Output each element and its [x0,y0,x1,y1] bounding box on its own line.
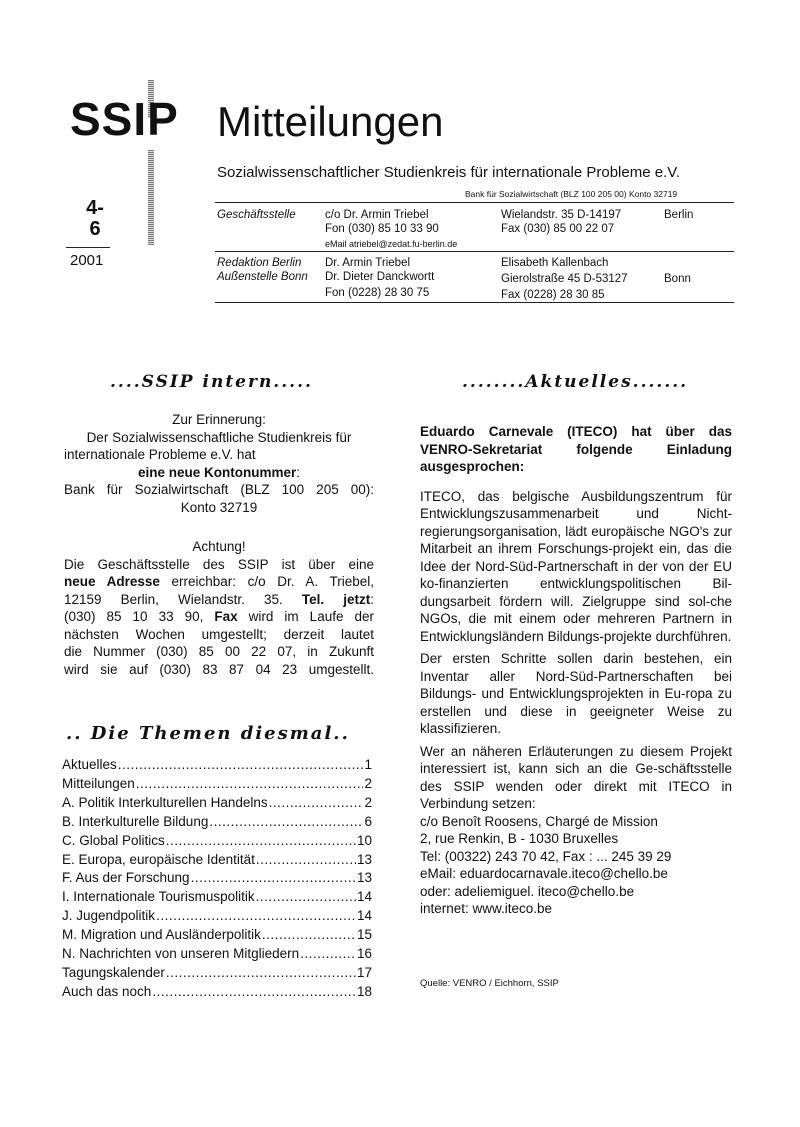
toc-row [62,756,372,775]
reminder-colon: : [296,464,301,480]
reminder-line-2: internationale Probleme e.V. hat [64,447,256,462]
issue-year: 2001 [70,252,104,269]
toc-page-number: 2 [364,775,372,791]
editorial-street: Gierolstraße 45 D-53127 [501,273,628,285]
toc-page-number: 10 [356,832,372,848]
editorial-name-1: Dr. Armin Triebel [325,257,410,269]
toc-page-number: 2 [364,794,372,810]
toc-row [62,832,372,851]
attention-text-4b: wird im Laufe der [237,609,374,624]
attention-bold-tel: Tel. jetzt [301,591,371,607]
toc-leader [256,888,356,907]
office-label: Geschäftsstelle [217,209,296,221]
toc-page-number: 6 [364,813,372,829]
toc-leader [156,907,356,926]
masthead-ssip: SSIP [70,93,179,145]
toc-leader [269,794,364,813]
header-rule-2 [215,251,734,252]
toc-page-number: 14 [356,908,372,924]
toc-leader [209,813,363,832]
issue-number [82,198,108,240]
toc-row [62,813,372,832]
attention-line-4 [64,608,374,626]
masthead-subtitle: Sozialwissenschaftlicher Studienkreis für internationale Probleme e.V. [217,164,681,181]
toc-page-number: 18 [356,983,372,999]
toc-label: M. Migration und Ausländerpolitik [62,927,261,943]
aktuelles-paragraph-2: Der ersten Schritte sollen darin bestehen, ein Inventar aller Nord-Süd-Partnerschaften bei Bildungs- und Entwicklungsprojekten in Eu-ropa zu erstellen und diese in geeigneter Weise zu klassifizieren. [420,651,732,736]
toc-label: Aktuelles [62,757,117,772]
attention-line-1: Die Geschäftsstelle des SSIP ist über eine [64,556,374,572]
toc-page-number: 14 [356,889,372,905]
editorial-name-2: Dr. Dieter Danckwortt [325,271,435,283]
toc-label: E. Europa, europäische Identität [62,851,255,867]
office-city: Berlin [664,209,694,221]
toc-row [62,888,372,907]
office-fax: Fax (030) 85 00 22 07 [501,223,615,235]
editorial-fax: Fax (0228) 28 30 85 [501,289,605,301]
toc-row [62,945,372,964]
toc-page-number: 13 [356,870,372,886]
toc-leader [300,945,356,964]
header-rule-1 [215,202,734,203]
toc-leader [118,756,364,775]
aktuelles-body [420,423,732,918]
reminder-line-4: Bank für Sozialwirtschaft (BLZ 100 205 00): [64,482,374,497]
issue-bottom: 6 [89,218,101,240]
attention-block [64,538,374,678]
editorial-label-bonn: Außenstelle Bonn [217,271,308,283]
toc-leader [166,832,356,851]
contact-email[interactable]: eMail: eduardocarnavale.iteco@chello.be [420,866,668,881]
header-rule-3 [215,302,734,303]
toc-label: N. Nachrichten von unseren Mitgliedern [62,946,300,962]
attention-line-5: nächsten Wochen umgestellt; derzeit lautet [64,626,374,642]
attention-title: Achtung! [192,539,246,554]
toc-row [62,851,372,870]
toc-label: F. Aus der Forschung [62,870,190,886]
aktuelles-paragraph-3: Wer an näheren Erläuterungen zu diesem Projekt interessiert ist, kann sich an die Ge-schäftsstelle des SSIP wenden oder direkt mit ITECO in Verbindung setzen: [420,743,732,811]
toc-page-number: 17 [356,964,372,980]
toc-label: Tagungskalender [62,964,165,980]
toc-page-number: 15 [356,927,372,943]
toc-label: J. Jugendpolitik [62,908,156,924]
attention-line-7: wird sie auf (030) 83 87 04 23 umgestellt. [64,661,374,677]
toc-leader [262,926,356,945]
toc-label: A. Politik Interkulturellen Handelns [62,794,268,810]
toc-label: I. Internationale Tourismuspolitik [62,889,255,905]
toc-label: C. Global Politics [62,832,165,848]
issue-top: 4- [86,197,104,219]
attention-bold-fax: Fax [214,609,238,624]
toc-label: Auch das noch [62,983,152,999]
contact-email-alt[interactable]: oder: adeliemiguel. iteco@chello.be [420,883,635,899]
aktuelles-heading: ........Aktuelles....... [462,372,689,392]
attention-line-6: die Nummer (030) 85 00 22 07, in Zukunft [64,644,374,659]
attention-text-3b: : [370,591,374,607]
contact-website[interactable]: internet: www.iteco.be [420,901,553,916]
issue-rule [66,247,110,248]
editorial-city: Bonn [664,273,691,285]
toc-leader [191,869,356,888]
toc-page-number: 16 [356,946,372,962]
toc-leader [166,964,356,983]
toc-row [62,983,372,1002]
source-note: Quelle: VENRO / Eichhorn, SSIP [420,978,559,989]
contact-line-1: c/o Benoît Roosens, Chargé de Mission [420,813,658,829]
toc-page-number: 13 [356,851,372,867]
contact-line-3: Tel: (00322) 243 70 42, Fax : ... 245 39 29 [420,848,672,864]
attention-text-4: (030) 85 10 33 90, [64,609,215,624]
attention-line-2 [64,573,374,591]
office-street: Wielandstr. 35 D-14197 [501,209,622,221]
aktuelles-paragraph-1: ITECO, das belgische Ausbildungszentrum für Entwicklungszusammenarbeit und Nicht-regierungsorganisation, lädt europäische NGO's zur Mitarbeit an ihrem Forschungs-projekt ein, das die Idee der Nord-Süd-Partnerschaft in der von der EU ko-finanzierten entwicklungspolitischen Bil-dungsarbeit fördern will. Zielgruppe sind sol-che NGOs, die mit einem oder mehreren Partnern in Entwicklungsländern Bildungs-projekte durchführen. [420,488,732,644]
editorial-fon: Fon (0228) 28 30 75 [325,287,430,299]
vertical-bar-bottom [148,150,154,245]
table-of-contents [62,756,372,1002]
toc-row [62,926,372,945]
attention-bold-address: neue Adresse [64,574,160,589]
toc-row [62,794,372,813]
toc-page-number: 1 [364,757,372,772]
bank-line: Bank für Sozialwirtschaft (BLZ 100 205 00) Konto 32719 [465,189,678,199]
editorial-name-3: Elisabeth Kallenbach [501,257,609,269]
reminder-line-1: Der Sozialwissenschaftliche Studienkreis für [86,429,352,445]
office-email: eMail atriebel@zedat.fu-berlin.de [325,239,458,249]
toc-label: Mitteilungen [62,775,135,791]
intern-heading: ....SSIP intern..... [110,372,313,392]
toc-label: B. Interkulturelle Bildung [62,813,209,829]
office-fon: Fon (030) 85 10 33 90 [325,223,439,235]
reminder-title: Zur Erinnerung: [172,412,266,427]
contact-line-2: 2, rue Renkin, B - 1030 Bruxelles [420,831,619,846]
toc-row [62,775,372,794]
toc-leader [152,983,356,1002]
toc-row [62,964,372,983]
attention-text-3: 12159 Berlin, Wielandstr. 35. [64,591,302,607]
reminder-bold: eine neue Kontonummer [137,464,297,480]
attention-line-3 [64,591,374,609]
reminder-line-3 [64,464,374,482]
toc-row [62,907,372,926]
masthead-title: Mitteilungen [217,98,444,145]
office-co: c/o Dr. Armin Triebel [325,209,429,221]
editorial-label-berlin: Redaktion Berlin [217,257,302,269]
themen-heading: .. Die Themen diesmal.. [66,723,350,744]
aktuelles-lead: Eduardo Carnevale (ITECO) hat über das VENRO-Sekretariat folgende Einladung ausgesprochen: [420,424,732,474]
reminder-block [64,411,374,516]
reminder-line-5: Konto 32719 [180,499,258,515]
toc-leader [136,775,364,794]
toc-leader [256,851,356,870]
toc-row [62,869,372,888]
attention-text-2: erreichbar: c/o Dr. A. Triebel, [159,574,374,589]
